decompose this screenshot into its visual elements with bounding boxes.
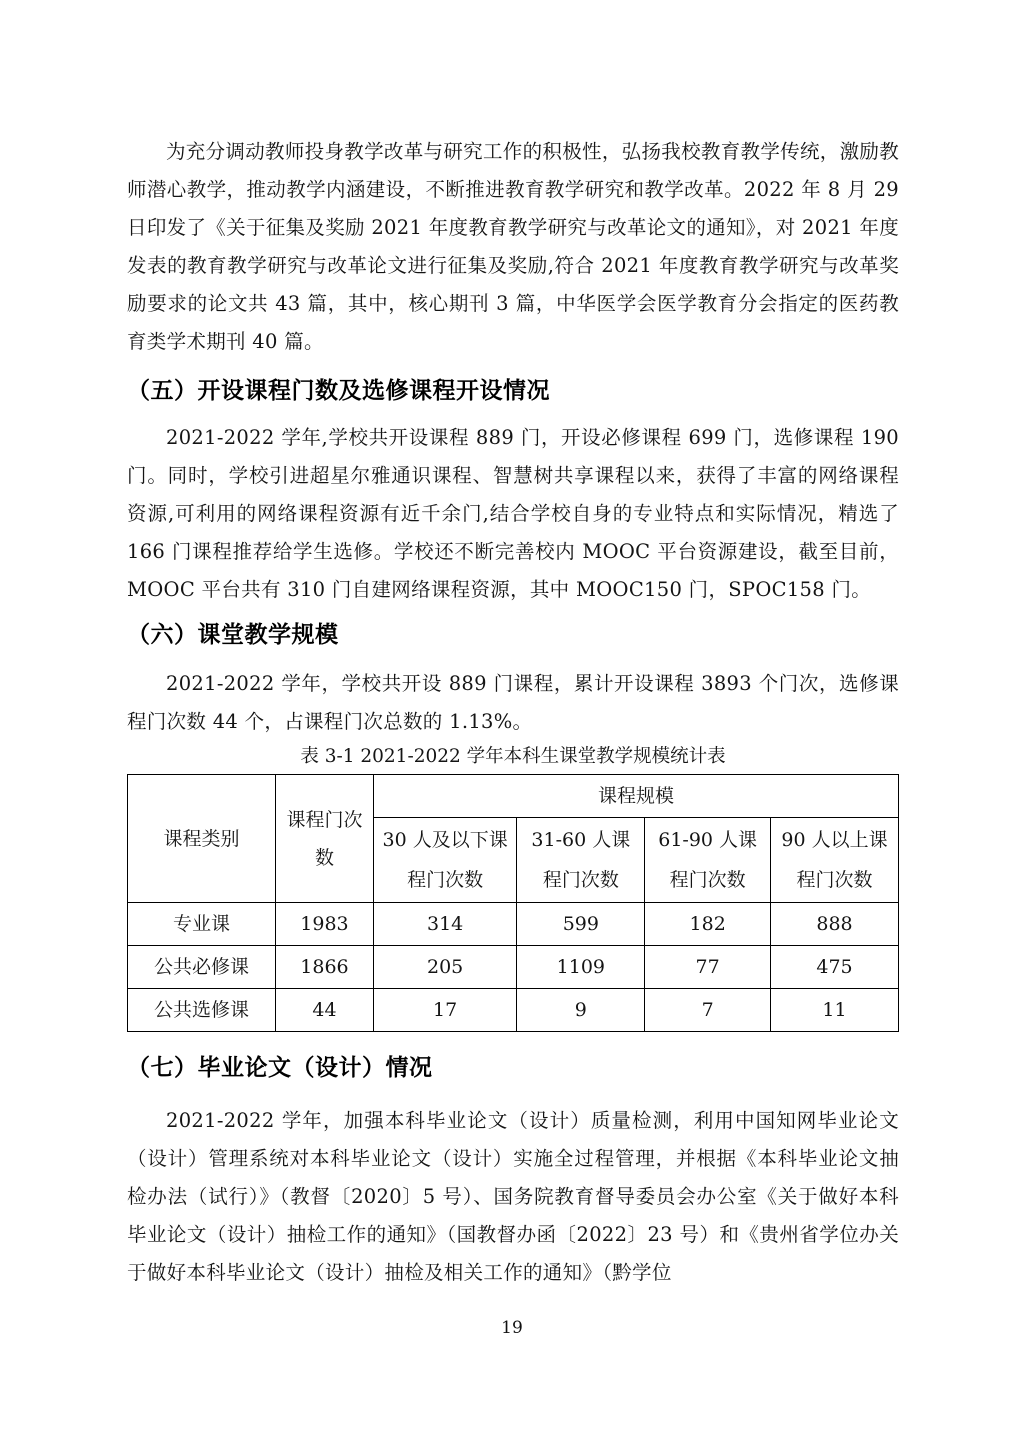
- table-header-sub-31-60: 31-60 人课程门次数: [517, 818, 645, 903]
- table-cell-value: 1983: [276, 903, 374, 946]
- page-number: 19: [501, 1318, 523, 1338]
- table-cell-category: 公共选修课: [128, 989, 276, 1032]
- paragraph-class-scale: 2021-2022 学年，学校共开设 889 门课程，累计开设课程 3893 个门次，选修课程门次数 44 个，占课程门次总数的 1.13%。: [127, 672, 899, 733]
- heading-section-7-graduation-thesis: （七）毕业论文（设计）情况: [127, 1055, 433, 1081]
- class-scale-table: [127, 774, 899, 1032]
- table-cell-category: 专业课: [128, 903, 276, 946]
- table-header-sub-90-plus: 90 人以上课程门次数: [770, 818, 898, 903]
- table-header-course-session-count: 课程门次数: [276, 775, 374, 903]
- table-row-major-courses: [128, 903, 899, 946]
- table-cell-value: 7: [645, 989, 771, 1032]
- table-cell-value: 475: [770, 946, 898, 989]
- table-cell-value: 599: [517, 903, 645, 946]
- heading-section-6-class-scale: （六）课堂教学规模: [127, 622, 339, 648]
- table-row-public-elective-courses: [128, 989, 899, 1032]
- heading-section-5-courses-offered: （五）开设课程门数及选修课程开设情况: [127, 378, 550, 404]
- table-cell-value: 44: [276, 989, 374, 1032]
- table-cell-value: 182: [645, 903, 771, 946]
- table-cell-value: 1109: [517, 946, 645, 989]
- table-cell-category: 公共必修课: [128, 946, 276, 989]
- table-header-course-scale-group: 课程规模: [373, 775, 898, 818]
- table-header-sub-61-90: 61-90 人课程门次数: [645, 818, 771, 903]
- page-content: [127, 0, 899, 1292]
- paragraph-research-awards: 为充分调动教师投身教学改革与研究工作的积极性，弘扬我校教育教学传统，激励教师潜心教学，推动教学内涵建设，不断推进教育教学研究和教学改革。2022 年 8 月 29 日印发了《关于征集及奖励 2021 年度教育教学研究与改革论文的通知》，对 2021 年度发表的教育教学研究与改革论文进行征集及奖励,符合 2021 年度教育教学研究与改革奖励要求的论文共 43 篇，其中，核心期刊 3 篇，中华医学会医学教育分会指定的医药教育类学术期刊 40 篇。: [127, 140, 899, 353]
- table-cell-value: 1866: [276, 946, 374, 989]
- table-cell-value: 77: [645, 946, 771, 989]
- table-cell-value: 888: [770, 903, 898, 946]
- table-cell-value: 11: [770, 989, 898, 1032]
- paragraph-courses-offered: 2021-2022 学年,学校共开设课程 889 门，开设必修课程 699 门，选修课程 190 门。同时，学校引进超星尔雅通识课程、智慧树共享课程以来，获得了丰富的网络课程资源,可利用的网络课程资源有近千余门,结合学校自身的专业特点和实际情况，精选了 166 门课程推荐给学生选修。学校还不断完善校内 MOOC 平台资源建设，截至目前，MOOC 平台共有 310 门自建网络课程资源，其中 MOOC150 门，SPOC158 门。: [127, 426, 899, 601]
- table-cell-value: 314: [373, 903, 516, 946]
- table-row-public-required-courses: [128, 946, 899, 989]
- table-cell-value: 17: [373, 989, 516, 1032]
- table-cell-value: 205: [373, 946, 516, 989]
- table-header-sub-30-or-less: 30 人及以下课程门次数: [373, 818, 516, 903]
- table-caption: 表 3-1 2021-2022 学年本科生课堂教学规模统计表: [300, 746, 726, 767]
- paragraph-graduation-thesis: 2021-2022 学年，加强本科毕业论文（设计）质量检测，利用中国知网毕业论文（设计）管理系统对本科毕业论文（设计）实施全过程管理，并根据《本科毕业论文抽检办法（试行）》（教督〔2020〕5 号）、国务院教育督导委员会办公室《关于做好本科毕业论文（设计）抽检工作的通知》（国教督办函〔2022〕23 号）和《贵州省学位办关于做好本科毕业论文（设计）抽检及相关工作的通知》（黔学位: [127, 1109, 899, 1284]
- table-cell-value: 9: [517, 989, 645, 1032]
- table-header-course-category: 课程类别: [128, 775, 276, 903]
